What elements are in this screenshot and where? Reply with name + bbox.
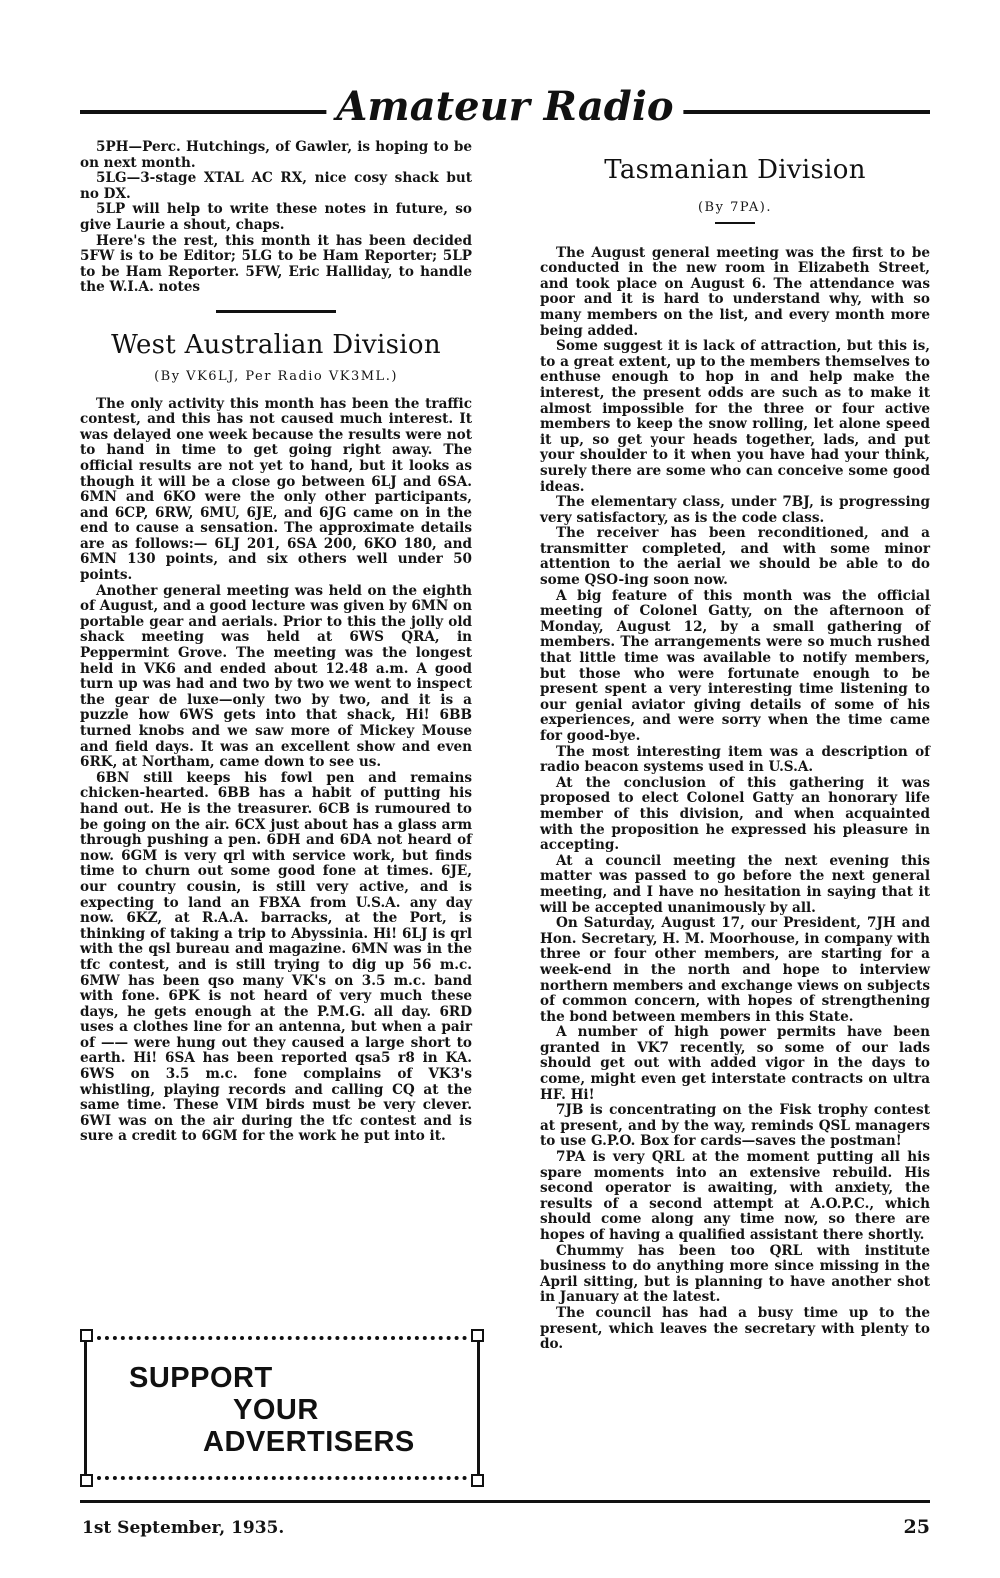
dotted-border-top (97, 1336, 467, 1340)
dotted-border-bottom (97, 1476, 467, 1480)
article-paragraph: The elementary class, under 7BJ, is progressing very satisfactory, as is the code class. (540, 494, 930, 526)
article-paragraph: The only activity this month has been the traffic contest, and this has not caused much interest. It was delayed one week because the results were not to hand in time to get going right away. The official results are not yet to hand, but it looks as though it will be a close go between 6LJ and 6SA. 6MN and 6KO were the only other participants, and 6CP, 6RW, 6MU, 6JE, and 6JG came on in the end to cause a sensation. The approximate details are as follows:— 6LJ 201, 6SA 200, 6KO 180, and 6MN 130 points, and six others well under 50 points. (80, 395, 472, 584)
corner-ornament (80, 1329, 93, 1342)
article-paragraph: At the conclusion of this gathering it was proposed to elect Colonel Gatty an honorary life member of this division, and when acquainted with the proposition he expressed his pleasure in accepting. (540, 774, 930, 854)
byline-tasmanian: (By 7PA). (697, 200, 773, 215)
article-paragraph: A big feature of this month was the official meeting of Colonel Gatty, on the afternoon of Monday, August 12, by a small gathering of members. The arrangements were so much rushed that little time was available to notify members, but those who were fortunate enough to be present spent a very interesting time listening to our genial aviator giving details of some of his experiences, and were sorry when the time came for good-bye. (540, 587, 930, 744)
intro-paragraph: 5PH—Perc. Hutchings, of Gawler, is hoping to be on next month. (80, 139, 472, 171)
article-paragraph: 7JB is concentrating on the Fisk trophy contest at present, and by the way, reminds QSL managers to use G.P.O. Box for cards—saves the postman! (540, 1102, 930, 1150)
advertisers-box (84, 1332, 480, 1484)
footer-rule (80, 1500, 930, 1503)
page-number: 25 (903, 1516, 930, 1538)
byline-west-australian: (By VK6LJ, Per Radio VK3ML.) (154, 368, 398, 384)
article-paragraph: 6BN still keeps his fowl pen and remains chicken-hearted. 6BB has a habit of putting his hand out. He is the treasurer. 6CB is rumoured to be going on the air. 6CX just about has a glass arm through pushing a pen. 6DH and 6DA not heard of now. 6GM is very qrl with service work, but finds time to churn out some good fone at times. 6JE, our country cousin, is still very active, and is expecting to land an FBXA from U.S.A. any day now. 6KZ, at R.A.A. barracks, at the Port, is thinking of taking a trip to Abyssinia. Hi! 6LJ is qrl with the qsl bureau and magazine. 6MN was in the tfc contest, and is still trying to dig up 56 m.c. 6MW has been qso many VK's on 3.5 m.c. band with fone. 6PK is not heard of very much these days, he gets enough at the P.M.G. all day. 6RD uses a clothes line for an antenna, but when a pair of —— were hung out they caused a large short to earth. Hi! 6SA has been reported qsa5 r8 in KA. 6WS on 3.5 m.c. fone complains of VK3's whistling, playing records and calling CQ at the same time. These VIM birds must be very clever. 6WI was on the air during the tfc contest and is sure a credit to 6GM for the work he put into it. (80, 769, 472, 1145)
article-paragraph: 7PA is very QRL at the moment putting all his spare moments into an extensive rebuild. His second operator is awaiting, with anxiety, the results of a second attempt at A.O.P.C., which should come along any time now, so there are hopes of having a qualified assistant there shortly. (540, 1149, 930, 1243)
corner-ornament (80, 1474, 93, 1487)
article-paragraph: At a council meeting the next evening this matter was passed to go before the next general meeting, and I have no hesitation in saying that it will be accepted unanimously by all. (540, 852, 930, 916)
right-column (540, 140, 930, 1353)
advert-line-support: SUPPORT (129, 1362, 273, 1394)
intro-paragraph: 5LG—3-stage XTAL AC RX, nice cosy shack but no DX. (80, 170, 472, 202)
article-paragraph: The council has had a busy time up to the present, which leaves the secretary with plenty to do. (540, 1304, 930, 1353)
article-paragraph: The receiver has been reconditioned, and a transmitter completed, and with some minor attention to the aerial we should be able to do some QSO-ing soon now. (540, 525, 930, 589)
byline-divider (715, 222, 755, 224)
advert-line-advertisers: ADVERTISERS (203, 1426, 415, 1458)
article-paragraph: The most interesting item was a description of radio beacon systems used in U.S.A. (540, 743, 930, 776)
article-paragraph: A number of high power permits have been granted in VK7 recently, so some of our lads should get out with added vigor in the days to come, might even get interstate contracts on ultra HF. Hi! (540, 1024, 930, 1103)
masthead-title: Amateur Radio (326, 82, 683, 132)
masthead (80, 82, 930, 132)
intro-paragraph: Here's the rest, this month it has been decided 5FW is to be Editor; 5LG to be Ham Reporter; 5LP to be Ham Reporter. 5FW, Eric Halliday, to handle the W.I.A. notes (80, 232, 472, 296)
section-title-tasmanian: Tasmanian Division (604, 155, 866, 185)
corner-ornament (471, 1474, 484, 1487)
section-divider (216, 310, 336, 313)
section-title-west-australian: West Australian Division (111, 329, 441, 360)
article-paragraph: Some suggest it is lack of attraction, but this is, to a great extent, up to the members themselves to enthuse enough to hop in and help make the interest, the present odds are such as to make it almost impossible for the three or four active members to keep the snow rolling, let alone speed it up, so get your heads together, lads, and put your shoulder to it when you have had your think, surely there are some who can conceive some good ideas. (540, 338, 930, 495)
article-paragraph: On Saturday, August 17, our President, 7JH and Hon. Secretary, H. M. Moorhouse, in company with three or four other members, are starting for a week-end in the north and hope to interview northern members and exchange views on subjects of common concern, with hopes of strengthening the bond between members in this State. (540, 915, 930, 1025)
issue-date: 1st September, 1935. (82, 1518, 285, 1538)
article-paragraph: Another general meeting was held on the eighth of August, and a good lecture was given by 6MN on portable gear and aerials. Prior to this the jolly old shack meeting was held at 6WS QRA, in Peppermint Grove. The meeting was the longest held in VK6 and ended about 12.48 a.m. A good turn up was had and two by two we went to inspect the gear de luxe—only two by two, and it is a puzzle how 6WS gets into that shack, Hi! 6BB turned knobs and we saw more of Mickey Mouse and field days. It was an excellent show and even 6RK, at Northam, came down to see us. (80, 582, 472, 771)
article-paragraph: Chummy has been too QRL with institute business to do anything more since missing in the April sitting, but is planning to have another shot in January at the latest. (540, 1242, 930, 1306)
article-paragraph: The August general meeting was the first to be conducted in the new room in Elizabeth Street, and took place on August 6. The attendance was poor and it is hard to understand why, with so many members on the list, and every month more being added. (540, 244, 930, 339)
advert-line-your: YOUR (233, 1394, 319, 1426)
intro-paragraph: 5LP will help to write these notes in future, so give Laurie a shout, chaps. (80, 201, 472, 233)
corner-ornament (471, 1329, 484, 1342)
left-column (80, 140, 472, 1145)
